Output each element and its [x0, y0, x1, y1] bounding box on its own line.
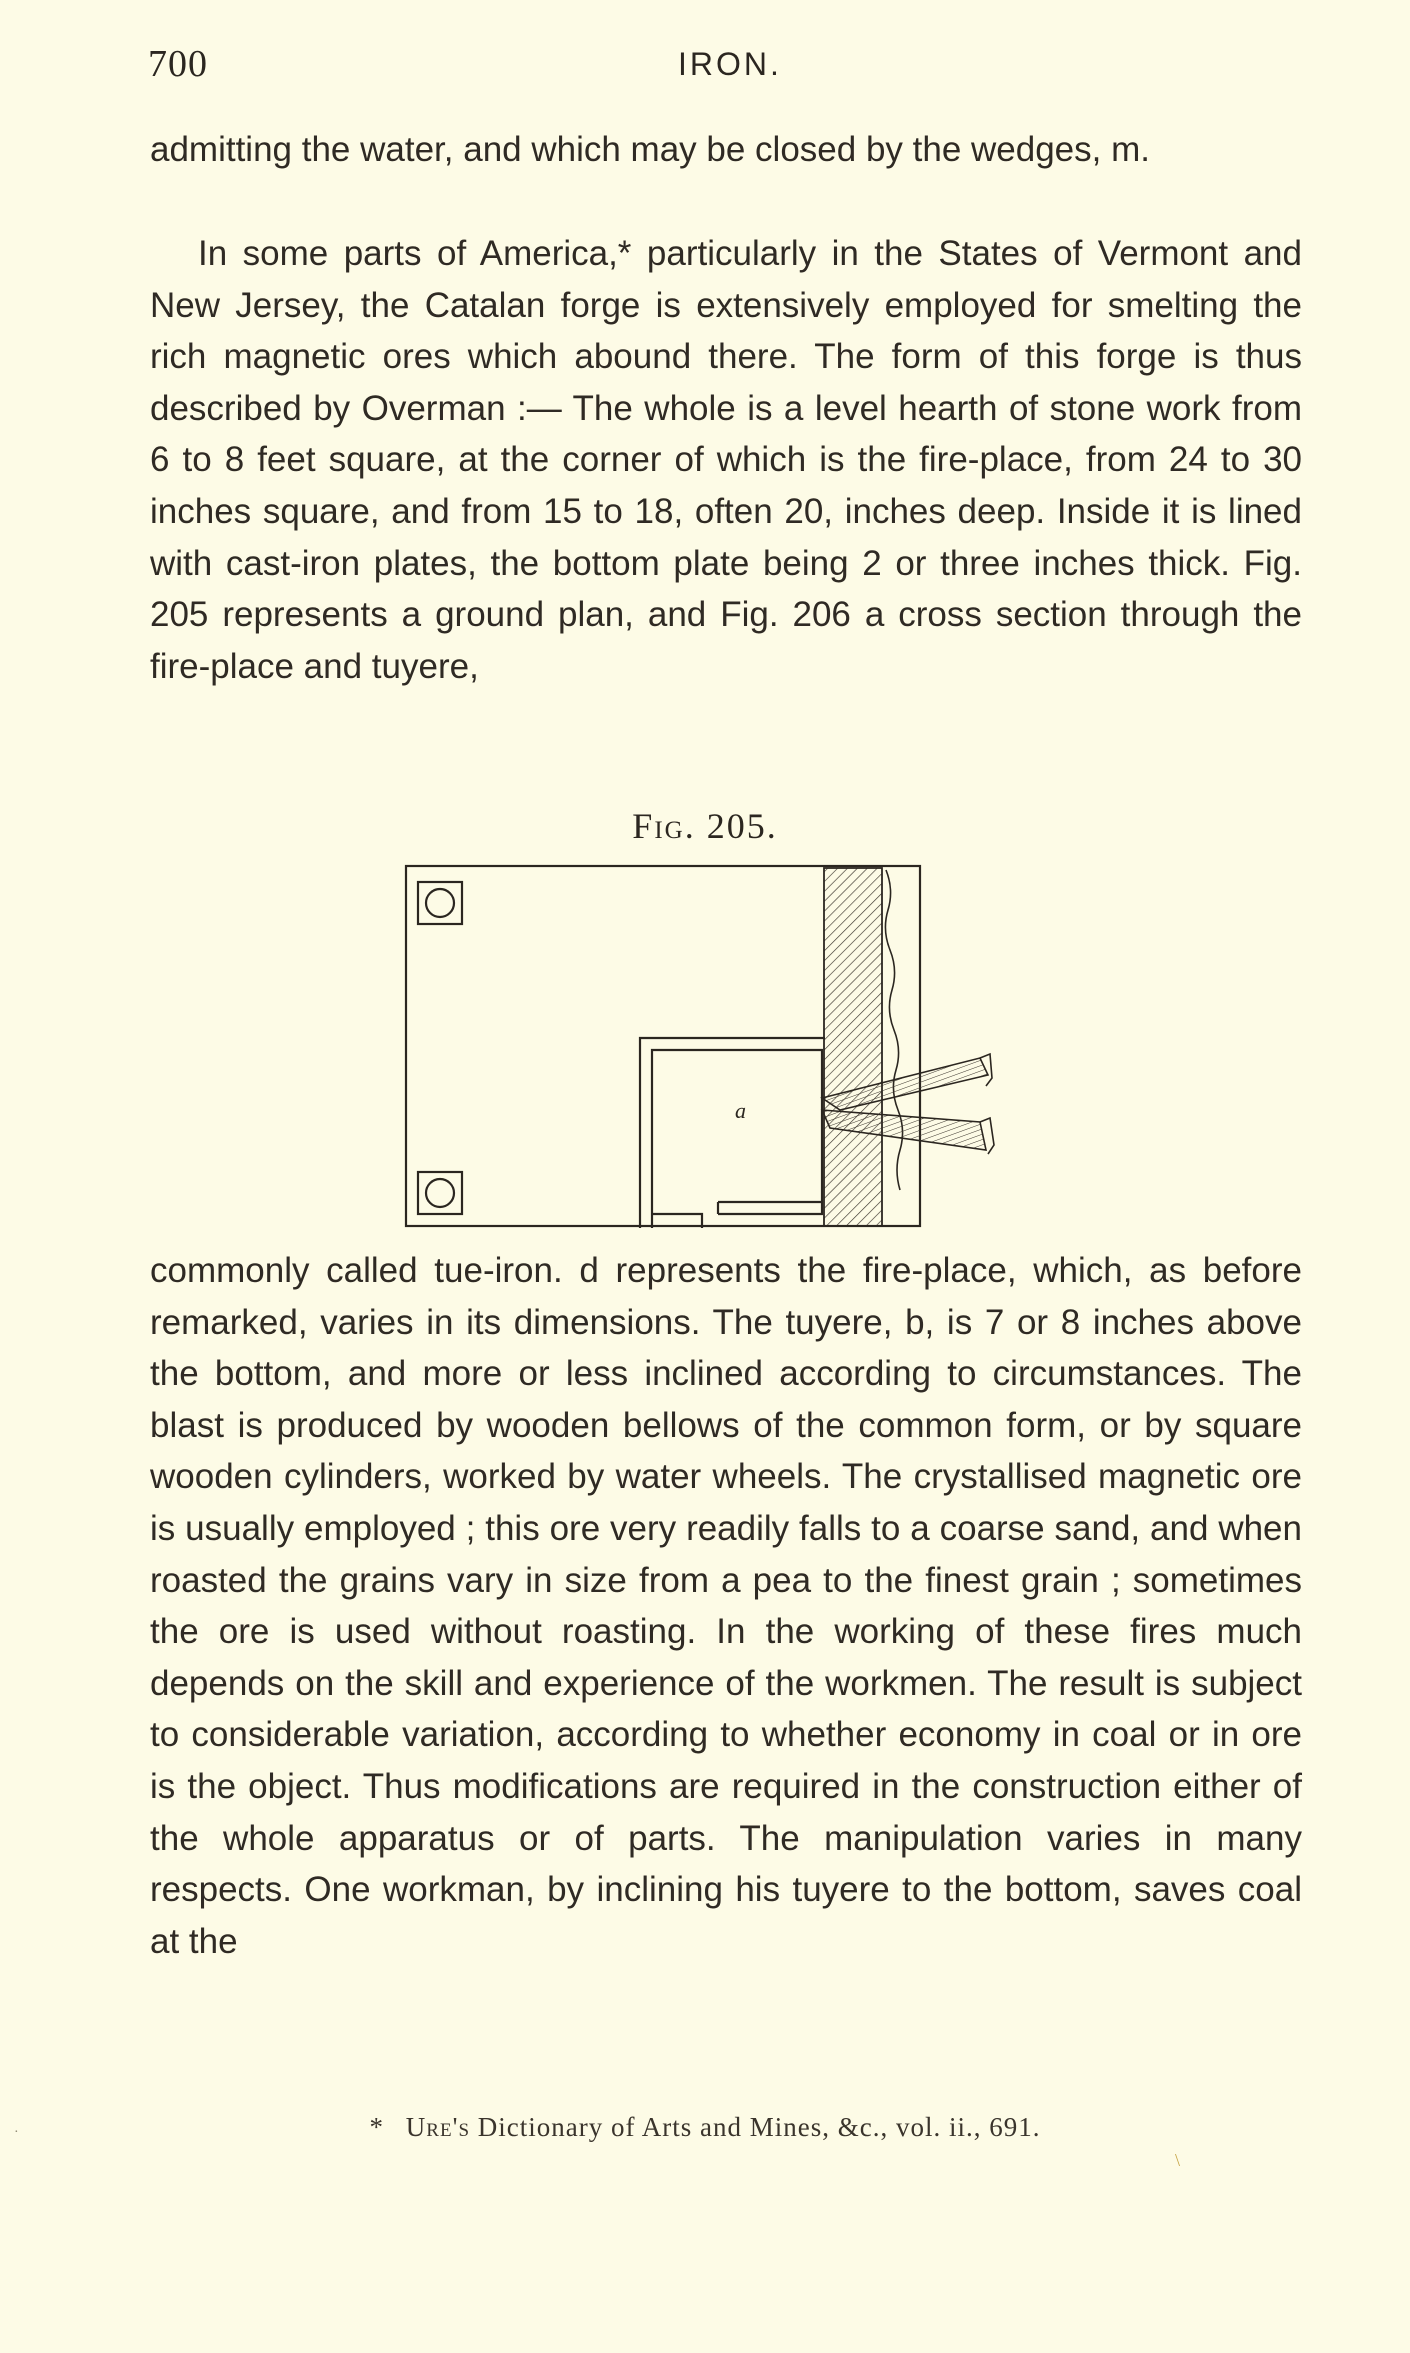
- figure-caption: Fig. 205.: [632, 806, 778, 846]
- forge-ground-plan-diagram: [390, 860, 1070, 1240]
- stray-mark-bottom: \: [1175, 2150, 1181, 2170]
- paragraph-3: commonly called tue-iron. d represents the fire-place, which, as before remarked, varies in its dimensions. The tuyere, b, is 7 or 8 inches above the bottom, and more or less inclined according to circumstances. The blast is produced by wooden bellows of the common form, or by square wooden cylinders, worked by water wheels. The crystallised magnetic ore is usually employed ; this ore very readily falls to a coarse sand, and when roasted the grains vary in size from a pea to the finest grain ; sometimes the ore is used without roasting. In the working of these fires much depends on the skill and experience of the workmen. The result is subject to considerable variation, according to whether economy in coal or in ore is the object. Thus modifications are required in the construction either of the whole apparatus or of parts. The manipulation varies in many respects. One workman, by inclining his tuyere to the bottom, saves coal at the: [150, 1251, 1302, 1961]
- page-number: 700: [148, 43, 208, 85]
- footnote-text: Dictionary of Arts and Mines, &c., vol. ii., 691.: [477, 2112, 1041, 2142]
- running-title: IRON.: [678, 46, 782, 82]
- paragraph-2: In some parts of America,* particularly in the States of Vermont and New Jersey, the Catalan forge is extensively employed for smelting the rich magnetic ores which abound there. The form of this forge is thus described by Overman :— The whole is a level hearth of stone work from 6 to 8 feet square, at the corner of which is the fire-place, from 24 to 30 inches square, and from 15 to 18, often 20, inches deep. Inside it is lined with cast-iron plates, the bottom plate being 2 or three inches thick. Fig. 205 represents a ground plan, and Fig. 206 a cross section through the fire-place and tuyere,: [150, 234, 1302, 686]
- running-head: [148, 42, 1298, 92]
- stray-mark-left: ·: [14, 2125, 19, 2140]
- hatched-wall: [824, 868, 882, 1226]
- figure-205: [390, 860, 1070, 1240]
- corner-hole-bottom-icon: [426, 1179, 454, 1207]
- corner-hole-top-icon: [426, 889, 454, 917]
- footnote-author: Ure's: [405, 2112, 471, 2142]
- paragraph-1: admitting the water, and which may be closed by the wedges, m.: [150, 130, 1150, 169]
- footnote: [0, 2112, 1410, 2143]
- footnote-marker: *: [369, 2112, 385, 2142]
- fireplace-label-a: a: [735, 1098, 746, 1123]
- fireplace-outer-wall: [640, 1038, 825, 1228]
